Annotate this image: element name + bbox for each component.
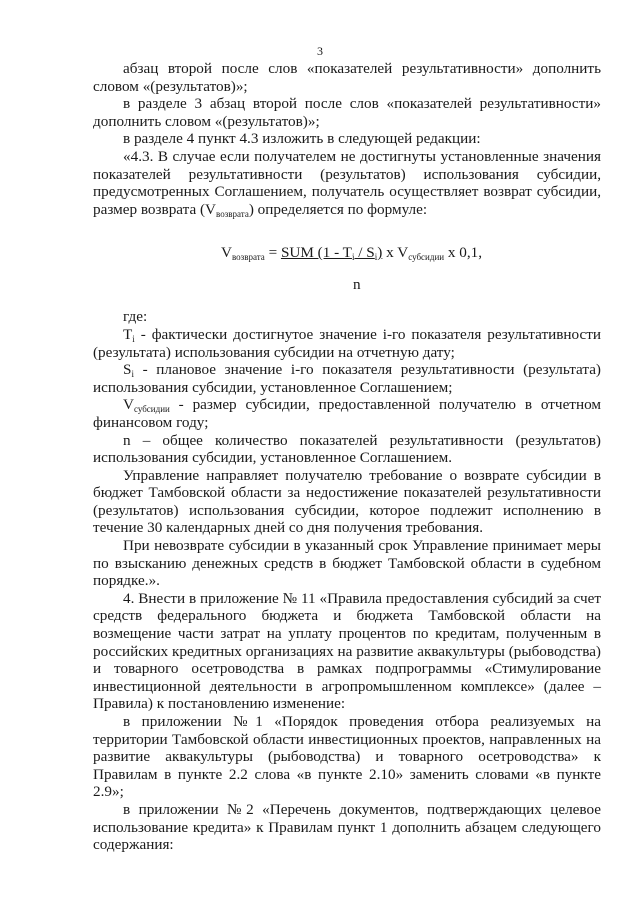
formula-subscript: субсидии <box>408 252 445 263</box>
text: «4.3. В случае если получателем не достигнуты установленные значения показателей результативности (результатов) использования субсидии, предусмотренных Соглашением, получатель осуществляет возврат субсидии, размер возврата (V <box>93 147 601 218</box>
formula-block <box>93 218 601 302</box>
definition-symbol: n <box>123 431 131 449</box>
definition-symbol: S <box>123 361 132 379</box>
definition-item <box>93 432 601 467</box>
paragraph: 4. Внести в приложение № 11 «Правила предоставления субсидий за счет средств федерального бюджета и бюджета Тамбовской области на возмещение части затрат на уплату процентов по кредитам, полученным в российских кредитных организациях на развитие аквакультуры (рыбоводства) и товарного осетроводства в рамках подпрограммы «Стимулирование инвестиционной деятельности в агропромышленном комплексе» (далее – Правила) к постановлению изменение: <box>93 589 601 713</box>
formula-symbol: V <box>221 244 232 262</box>
paragraph: в приложении №2 «Перечень документов, подтверждающих целевое использование кредита» к Правилам пункт 1 дополнить абзацем следующего содержания: <box>93 800 601 854</box>
definition-text: – общее количество показателей результативности (результатов) использования субсидии, установленное Соглашением. <box>93 431 601 467</box>
definition-item <box>93 326 601 361</box>
definition-item <box>93 361 601 396</box>
definition-text: - фактически достигнутое значение i-го показателя результативности (результата) использования субсидии на отчетную дату; <box>93 325 601 361</box>
formula-numerator <box>281 244 382 261</box>
paragraph-formula-intro <box>93 148 601 218</box>
definition-item <box>93 396 601 431</box>
formula-subscript: возврата <box>231 252 265 263</box>
formula-denominator: n <box>353 276 361 294</box>
definition-subscript: i <box>131 369 134 380</box>
formula-subscript: i <box>351 252 355 263</box>
formula-times: x V <box>382 244 409 262</box>
formula-close: ) <box>377 244 383 262</box>
subscript: возврата <box>216 208 249 219</box>
definition-symbol: V <box>123 396 134 414</box>
formula-divide: / S <box>354 244 375 262</box>
text: ) определяется по формуле: <box>248 200 428 218</box>
paragraph: в приложении №1 «Порядок проведения отбора реализуемых на территории Тамбовской области инвестиционных проектов, направленных на развитие аквакультуры (рыбоводства) и товарного осетроводства» к Правилам в пункте 2.2 слова «в пункте 2.10» заменить словами «в пункте 2.9»; <box>93 713 601 801</box>
formula <box>221 244 482 262</box>
definition-subscript: i <box>132 333 135 344</box>
paragraph: Управление направляет получателю требование о возврате субсидии в бюджет Тамбовской области за недостижение показателей результативности (результатов) использования субсидии, которое подлежит исполнению в течение 30 календарных дней со дня получения требования. <box>93 466 601 537</box>
paragraph: в разделе 4 пункт 4.3 изложить в следующей редакции: <box>123 130 481 148</box>
formula-tail: x 0,1, <box>444 244 483 262</box>
paragraph: абзац второй после слов «показателей результативности» дополнить словом «(результатов)»; <box>93 60 601 95</box>
formula-equals: = <box>264 244 281 262</box>
where-label: где: <box>123 308 148 326</box>
paragraph: При невозврате субсидии в указанный срок Управление принимает меры по взысканию денежных средств в бюджет Тамбовской области в судебном порядке.». <box>93 537 601 590</box>
formula-sum: SUM (1 - T <box>280 244 352 262</box>
formula-subscript: i <box>374 252 378 263</box>
definition-subscript: субсидии <box>133 404 170 415</box>
document-body <box>93 60 601 854</box>
definition-symbol: T <box>123 325 133 343</box>
definition-text: - размер субсидии, предоставленной получателю в отчетном финансовом году; <box>93 396 601 431</box>
page-number: 3 <box>317 44 323 58</box>
definition-text: - плановое значение i-го показателя результативности (результата) использования субсидии, установленное Соглашением; <box>93 361 601 396</box>
paragraph: в разделе 3 абзац второй после слов «показателей результативности» дополнить словом «(результатов)»; <box>93 95 601 130</box>
